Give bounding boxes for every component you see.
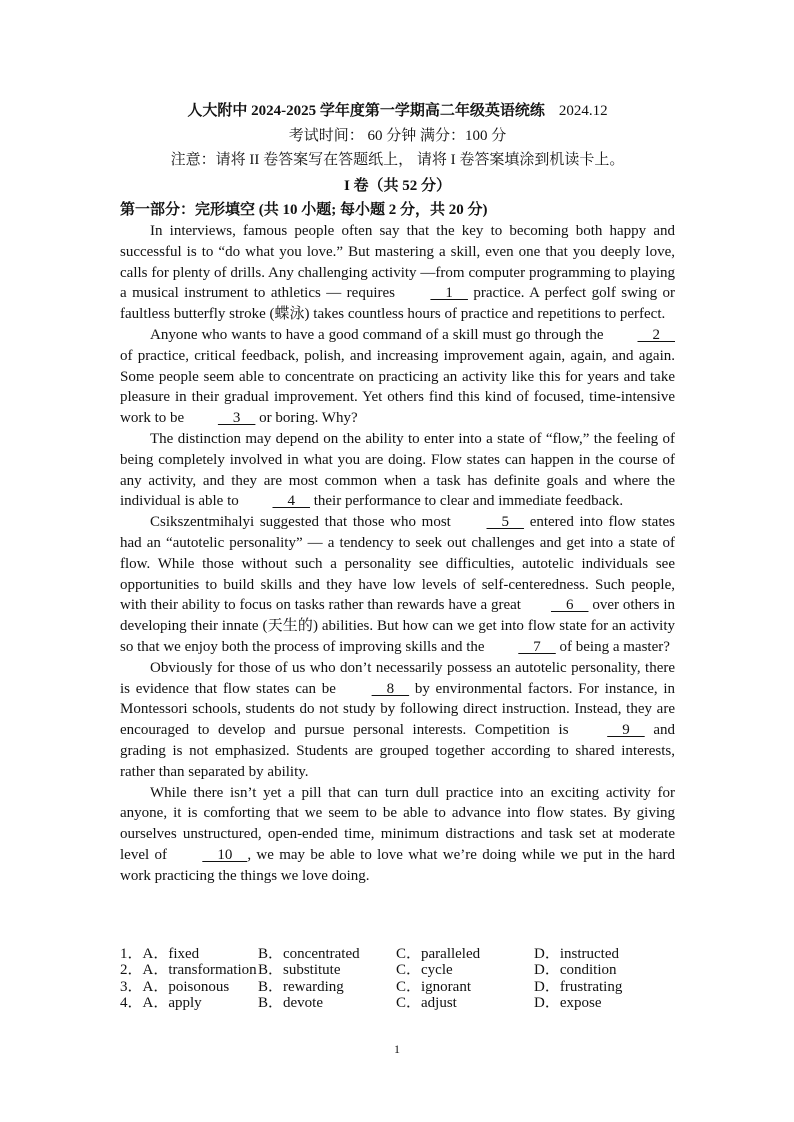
paragraph-2 (120, 325, 675, 429)
paragraph-text: In interviews, famous people often say that the key to becoming both happy and successful is to “do what you love.” But mastering a skill, even one that you deeply love, calls for plenty of drills. Any challenging activity —from computer programming to playing a musical instrument to athletics — requires (120, 223, 675, 302)
option-d: D．condition (534, 962, 617, 979)
option-c: C．ignorant (396, 978, 471, 995)
blank-9: 9 (607, 722, 645, 739)
option-c: C．adjust (396, 995, 457, 1012)
paragraph-text: of being a master? (555, 638, 670, 655)
question-options-3 (120, 979, 675, 995)
question-options-2 (120, 962, 675, 978)
option-a: 2．A．transformation (120, 962, 257, 979)
paragraph-text: entered into flow states had an “autotelic personality” — a tendency to seek out challenges and get into a state of flow. While those without such a personality see difficulties, autotelic individuals see opportunities to build skills and they have low levels of self-centeredness. Such people, with their ability to focus on tasks rather than rewards have a great (120, 514, 675, 614)
section-title: 第一部分：完形填空 (共 10 小题; 每小题 2 分，共 20 分) (120, 202, 488, 218)
option-d: D．frustrating (534, 978, 623, 995)
paragraph-text: While there isn’t yet a pill that can turn dull practice into an exciting activity for anyone, it is comforting that we seem to be able to advance into flow states. By giving ourselves unstructured, open-ended time, minimum distractions and task set at moderate level of (120, 784, 675, 863)
blank-1: 1 (430, 285, 468, 302)
blank-3: 3 (217, 410, 256, 427)
exam-title-text: 人大附中 2024-2025 学年度第一学期高二年级英语统练 (187, 103, 545, 119)
option-a: 4．A．apply (120, 995, 202, 1012)
paragraph-text: practice. A perfect golf swing or faultless butterfly stroke (蝶泳) takes countless hours of practice and repetitions to perfect. (120, 285, 675, 323)
blank-10: 10 (202, 846, 248, 863)
question-options-1 (120, 946, 675, 962)
paragraph-text: The distinction may depend on the ability to enter into a state of “flow,” the feeling of being completely involved in what you are doing. Flow states can happen in the course of any activity, and they are most common when a task has definite goals and where the individual is able to (120, 430, 675, 510)
blank-2: 2 (637, 326, 675, 343)
blank-6: 6 (550, 597, 589, 614)
paragraph-4 (120, 512, 675, 658)
volume-heading: I 卷（共 52 分） (343, 178, 452, 194)
option-b: B．devote (258, 995, 323, 1012)
option-c: C．cycle (396, 962, 453, 979)
exam-date: 2024.12 (558, 103, 608, 119)
paragraph-text: and grading is not emphasized. Students are grouped together according to shared interests, rather than separated by ability. (120, 722, 675, 780)
paragraph-6 (120, 783, 675, 887)
answer-options (120, 946, 675, 1012)
blank-7: 7 (518, 638, 556, 655)
page-number: 1 (394, 1042, 400, 1056)
option-a: 1．A．fixed (120, 946, 200, 962)
exam-note: 注意：请将 II 卷答案写在答题纸上， 请将 I 卷答案填涂到机读卡上。 (170, 152, 625, 168)
paragraph-5 (120, 658, 675, 783)
exam-time-line: 考试时间： 60 分钟 满分：100 分 (288, 128, 507, 144)
cloze-passage (120, 221, 675, 887)
paragraph-text: or boring. Why? (255, 410, 358, 427)
option-d: D．expose (534, 995, 602, 1012)
paragraph-text: Obviously for those of us who don’t necessarily possess an autotelic personality, there is evidence that flow states can be (120, 659, 675, 697)
option-b: B．rewarding (258, 978, 344, 995)
paragraph-text: over others in developing their innate (天生的) abilities. But how can we get into flow state for an activity so that we enjoy both the process of improving skills and the (120, 597, 675, 655)
paragraph-text: Csikszentmihalyi suggested that those who most (150, 514, 457, 531)
paragraph-3 (120, 429, 675, 512)
exam-title (120, 101, 675, 122)
option-a: 3．A．poisonous (120, 978, 230, 995)
option-b: B．substitute (258, 962, 341, 979)
option-d: D．instructed (534, 946, 619, 962)
question-options-4 (120, 995, 675, 1011)
paragraph-text: by environmental factors. For instance, in Montessori schools, students do not study by following direct instruction. Instead, they are encouraged to develop and pursue personal interests. Competition is (120, 680, 675, 739)
paragraph-1 (120, 221, 675, 325)
option-c: C．paralleled (396, 946, 481, 962)
option-b: B．concentrated (258, 946, 360, 962)
blank-4: 4 (272, 493, 310, 510)
paragraph-text: of practice, critical feedback, polish, and increasing improvement again, again, and again. Some people seem able to concentrate on practicing an activity like this for years and take pleasure in their gradual improvement. Yet others find this kind of focused, time-intensive work to be (120, 347, 675, 427)
paragraph-text: their performance to clear and immediate feedback. (309, 493, 624, 510)
blank-8: 8 (371, 680, 410, 697)
paragraph-text: Anyone who wants to have a good command of a skill must go through the (150, 326, 608, 343)
blank-5: 5 (486, 514, 525, 531)
paragraph-text: , we may be able to love what we’re doing while we put in the hard work practicing the things we love doing. (120, 846, 675, 884)
